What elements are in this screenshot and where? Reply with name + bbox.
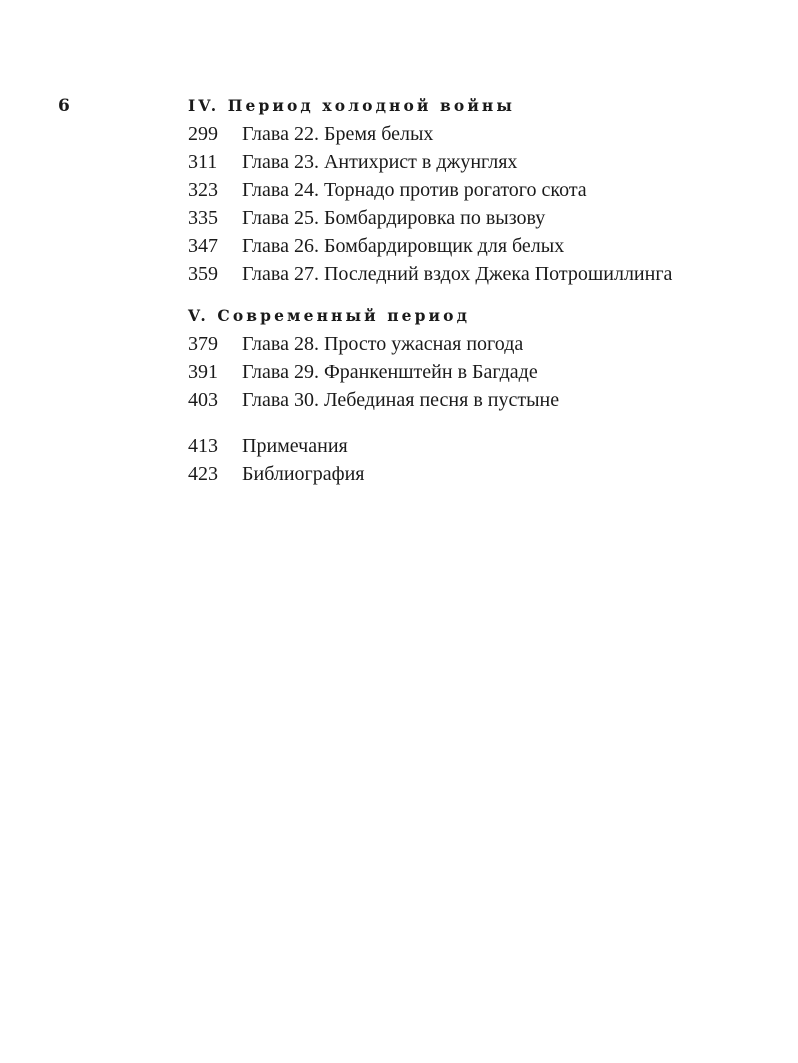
section-heading-iv: IV. Период холодной войны	[188, 96, 515, 115]
toc-entry-page: 311	[188, 151, 218, 173]
toc-entry	[188, 232, 778, 260]
toc-entry-page: 359	[188, 263, 218, 285]
toc-entry-title: Глава 22. Бремя белых	[242, 123, 434, 145]
toc-entry-page: 391	[188, 361, 218, 383]
toc-entry-title: Глава 27. Последний вздох Джека Потрошиллинга	[242, 263, 673, 285]
toc-entry-page: 379	[188, 333, 218, 355]
back-matter-spacer	[188, 414, 778, 432]
table-of-contents	[188, 96, 778, 488]
toc-entry-title: Глава 24. Торнадо против рогатого скота	[242, 179, 587, 201]
toc-entry-bibliography	[188, 460, 778, 488]
toc-entry-title: Глава 28. Просто ужасная погода	[242, 333, 524, 355]
toc-entry	[188, 176, 778, 204]
toc-entry-title: Глава 30. Лебединая песня в пустыне	[242, 389, 560, 411]
section-heading-v: V. Современный период	[188, 306, 471, 325]
toc-entry	[188, 260, 778, 288]
toc-entry	[188, 120, 778, 148]
toc-entry-page: 323	[188, 179, 218, 201]
toc-entry-page: 403	[188, 389, 218, 411]
toc-entry	[188, 330, 778, 358]
toc-entry-page: 423	[188, 463, 218, 485]
toc-entry-title: Глава 23. Антихрист в джунглях	[242, 151, 518, 173]
toc-entry-page: 347	[188, 235, 218, 257]
page-number: 6	[58, 96, 70, 116]
toc-entry-title: Библиография	[242, 463, 365, 485]
toc-entry-page: 413	[188, 435, 218, 457]
toc-entry-title: Глава 25. Бомбардировка по вызову	[242, 207, 546, 229]
toc-entry	[188, 204, 778, 232]
toc-entry-title: Глава 29. Франкенштейн в Багдаде	[242, 361, 538, 383]
section-spacer	[188, 288, 778, 306]
toc-entry	[188, 358, 778, 386]
toc-entry-page: 299	[188, 123, 218, 145]
toc-entry	[188, 148, 778, 176]
toc-entry	[188, 386, 778, 414]
toc-entry-title: Глава 26. Бомбардировщик для белых	[242, 235, 565, 257]
toc-entry-notes	[188, 432, 778, 460]
toc-entry-title: Примечания	[242, 435, 348, 457]
toc-entry-page: 335	[188, 207, 218, 229]
